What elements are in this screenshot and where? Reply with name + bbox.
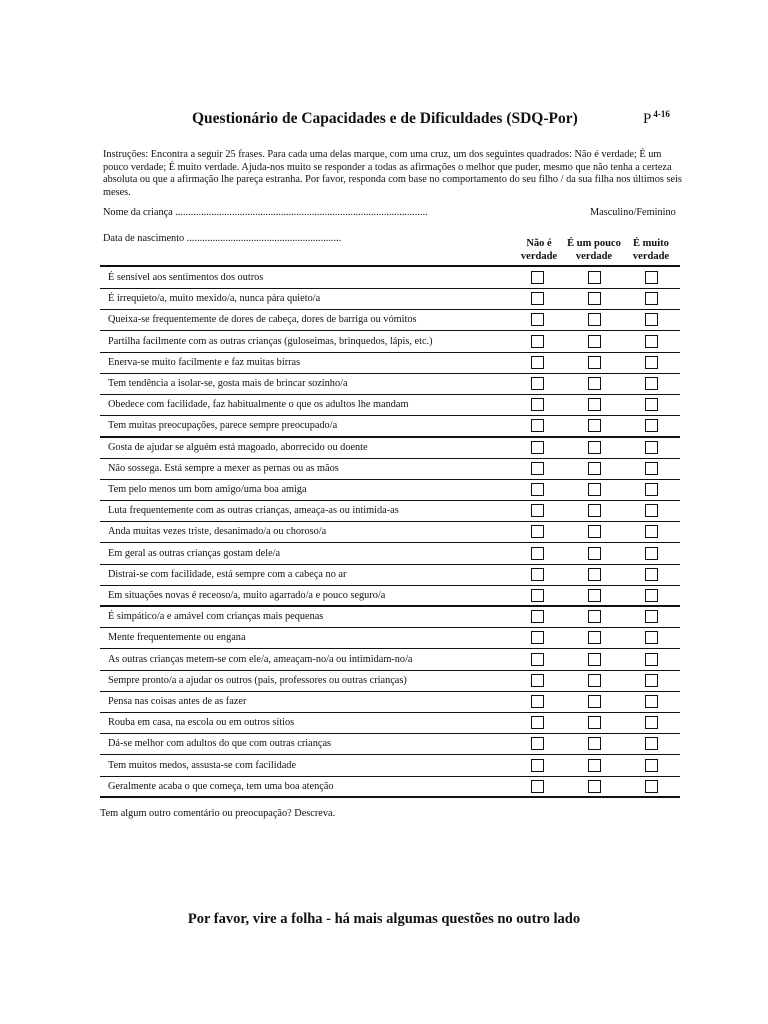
question-text: Queixa-se frequentemente de dores de cabeça, dores de barriga ou vómitos: [108, 314, 417, 326]
question-text: Tem muitos medos, assusta-se com facilidade: [108, 759, 297, 771]
checkbox-not-true[interactable]: [531, 589, 544, 602]
question-text: Obedece com facilidade, faz habitualmente o que os adultos lhe mandam: [108, 399, 409, 411]
checkbox-not-true[interactable]: [531, 377, 544, 390]
checkbox-not-true[interactable]: [531, 631, 544, 644]
checkbox-certainly-true[interactable]: [645, 398, 658, 411]
question-text: As outras crianças metem-se com ele/a, ameaçam-no/a ou intimidam-no/a: [108, 653, 413, 665]
checkbox-somewhat-true[interactable]: [588, 716, 601, 729]
checkbox-not-true[interactable]: [531, 525, 544, 538]
checkbox-not-true[interactable]: [531, 504, 544, 517]
checkbox-somewhat-true[interactable]: [588, 398, 601, 411]
checkbox-certainly-true[interactable]: [645, 356, 658, 369]
checkbox-certainly-true[interactable]: [645, 568, 658, 581]
question-row: [100, 606, 680, 628]
checkbox-certainly-true[interactable]: [645, 737, 658, 750]
checkbox-not-true[interactable]: [531, 398, 544, 411]
checkbox-somewhat-true[interactable]: [588, 780, 601, 793]
question-row: [100, 776, 680, 798]
question-text: Dá-se melhor com adultos do que com outras crianças: [108, 738, 332, 750]
question-row: [100, 755, 680, 777]
checkbox-not-true[interactable]: [531, 313, 544, 326]
checkbox-certainly-true[interactable]: [645, 674, 658, 687]
checkbox-not-true[interactable]: [531, 441, 544, 454]
checkbox-somewhat-true[interactable]: [588, 737, 601, 750]
checkbox-not-true[interactable]: [531, 568, 544, 581]
question-row: [100, 458, 680, 480]
turn-page-note: Por favor, vire a folha - há mais algumas questões no outro lado: [187, 911, 581, 927]
question-text: Em geral as outras crianças gostam dele/a: [108, 547, 281, 559]
question-text: Geralmente acaba o que começa, tem uma boa atenção: [108, 780, 334, 792]
form-code: [643, 109, 670, 128]
checkbox-somewhat-true[interactable]: [588, 610, 601, 623]
question-row: [100, 712, 680, 734]
checkbox-not-true[interactable]: [531, 547, 544, 560]
question-text: Mente frequentemente ou engana: [108, 632, 246, 644]
question-text: Gosta de ajudar se alguém está magoado, aborrecido ou doente: [108, 441, 368, 453]
question-row: [100, 585, 680, 607]
checkbox-somewhat-true[interactable]: [588, 441, 601, 454]
question-row: [100, 352, 680, 374]
checkbox-not-true[interactable]: [531, 292, 544, 305]
column-header-certainly-true: É muito verdade: [632, 238, 670, 262]
question-row: [100, 691, 680, 713]
question-text: Pensa nas coisas antes de as fazer: [108, 696, 247, 707]
question-row: [100, 543, 680, 565]
checkbox-somewhat-true[interactable]: [588, 631, 601, 644]
checkbox-not-true[interactable]: [531, 610, 544, 623]
checkbox-certainly-true[interactable]: [645, 271, 658, 284]
checkbox-certainly-true[interactable]: [645, 292, 658, 305]
question-text: Anda muitas vezes triste, desanimado/a ou choroso/a: [108, 526, 327, 538]
checkbox-certainly-true[interactable]: [645, 547, 658, 560]
checkbox-somewhat-true[interactable]: [588, 335, 601, 348]
checkbox-somewhat-true[interactable]: [588, 419, 601, 432]
question-text: Tem tendência a isolar-se, gosta mais de brincar sozinho/a: [108, 378, 348, 389]
checkbox-somewhat-true[interactable]: [588, 462, 601, 475]
column-header-somewhat-true: É um pouco verdade: [567, 238, 621, 262]
question-row: [100, 500, 680, 522]
form-letter: P: [643, 111, 652, 127]
checkbox-somewhat-true[interactable]: [588, 292, 601, 305]
checkbox-somewhat-true[interactable]: [588, 695, 601, 708]
checkbox-not-true[interactable]: [531, 674, 544, 687]
checkbox-not-true[interactable]: [531, 695, 544, 708]
question-row: [100, 331, 680, 353]
section-divider: [100, 796, 680, 798]
checkbox-not-true[interactable]: [531, 780, 544, 793]
question-text: Sempre pronto/a a ajudar os outros (pais, professores ou outras crianças): [108, 674, 407, 686]
checkbox-not-true[interactable]: [531, 653, 544, 666]
checkbox-certainly-true[interactable]: [645, 610, 658, 623]
instructions-text: Instruções: Encontra a seguir 25 frases. Para cada uma delas marque, com uma cruz, um dos seguintes quadrados: Não é verdade; É um pouco verdade; É muito verdade. Ajuda-nos muito se responder a todas as afirmações o melhor que puder, mesmo que não tenha a certeza absoluta ou que a afirmação lhe pareça estranha. Por favor, responda com base no comportamento do seu filho / da sua filha nos últimos seis meses.: [103, 149, 682, 198]
checkbox-somewhat-true[interactable]: [588, 271, 601, 284]
question-row: [100, 564, 680, 586]
checkbox-not-true[interactable]: [531, 759, 544, 772]
question-text: Tem pelo menos um bom amigo/uma boa amiga: [108, 484, 307, 495]
checkbox-certainly-true[interactable]: [645, 780, 658, 793]
checkbox-somewhat-true[interactable]: [588, 589, 601, 602]
checkbox-certainly-true[interactable]: [645, 716, 658, 729]
checkbox-somewhat-true[interactable]: [588, 525, 601, 538]
question-row: [100, 670, 680, 692]
checkbox-certainly-true[interactable]: [645, 525, 658, 538]
checkbox-somewhat-true[interactable]: [588, 377, 601, 390]
checkbox-somewhat-true[interactable]: [588, 674, 601, 687]
checkbox-not-true[interactable]: [531, 356, 544, 369]
question-text: Não sossega. Está sempre a mexer as pernas ou as mãos: [108, 462, 339, 474]
checkbox-not-true[interactable]: [531, 483, 544, 496]
checkbox-somewhat-true[interactable]: [588, 356, 601, 369]
checkbox-certainly-true[interactable]: [645, 313, 658, 326]
checkbox-somewhat-true[interactable]: [588, 483, 601, 496]
question-row: [100, 649, 680, 671]
question-row: [100, 267, 680, 289]
checkbox-certainly-true[interactable]: [645, 335, 658, 348]
question-row: [100, 479, 680, 501]
question-text: Luta frequentemente com as outras crianças, ameaça-as ou intimida-as: [108, 505, 399, 517]
question-row: [100, 733, 680, 755]
checkbox-certainly-true[interactable]: [645, 504, 658, 517]
checkbox-somewhat-true[interactable]: [588, 568, 601, 581]
comment-prompt: Tem algum outro comentário ou preocupação? Descreva.: [100, 808, 336, 819]
gender-field[interactable]: Masculino/Feminino: [590, 207, 676, 218]
checkbox-certainly-true[interactable]: [645, 441, 658, 454]
checkbox-not-true[interactable]: [531, 335, 544, 348]
checkbox-somewhat-true[interactable]: [588, 759, 601, 772]
checkbox-certainly-true[interactable]: [645, 653, 658, 666]
checkbox-certainly-true[interactable]: [645, 695, 658, 708]
age-range: 4-16: [653, 109, 670, 119]
question-text: É simpático/a e amável com crianças mais pequenas: [108, 611, 324, 623]
question-text: Tem muitas preocupações, parece sempre preocupado/a: [108, 420, 338, 432]
question-text: É irrequieto/a, muito mexido/a, nunca pára quieto/a: [108, 293, 321, 305]
question-row: [100, 288, 680, 310]
checkbox-certainly-true[interactable]: [645, 419, 658, 432]
checkbox-somewhat-true[interactable]: [588, 313, 601, 326]
question-row: [100, 394, 680, 416]
birth-date-field[interactable]: Data de nascimento ............................................................: [103, 233, 342, 244]
question-row: [100, 627, 680, 649]
page-title: Questionário de Capacidades e de Dificuldades (SDQ-Por): [192, 110, 578, 127]
checkbox-not-true[interactable]: [531, 716, 544, 729]
checkbox-not-true[interactable]: [531, 462, 544, 475]
checkbox-certainly-true[interactable]: [645, 462, 658, 475]
checkbox-certainly-true[interactable]: [645, 589, 658, 602]
question-row: [100, 437, 680, 459]
question-text: Enerva-se muito facilmente e faz muitas birras: [108, 356, 301, 368]
checkbox-somewhat-true[interactable]: [588, 547, 601, 560]
checkbox-not-true[interactable]: [531, 419, 544, 432]
question-row: [100, 373, 680, 395]
question-text: Rouba em casa, na escola ou em outros sítios: [108, 717, 295, 729]
child-name-field[interactable]: Nome da criança ..................................................................................................: [103, 207, 428, 218]
question-text: Distrai-se com facilidade, está sempre com a cabeça no ar: [108, 568, 347, 580]
checkbox-certainly-true[interactable]: [645, 377, 658, 390]
question-text: Partilha facilmente com as outras crianças (guloseimas, brinquedos, lápis, etc.): [108, 335, 433, 347]
checkbox-certainly-true[interactable]: [645, 631, 658, 644]
checkbox-certainly-true[interactable]: [645, 483, 658, 496]
column-header-not-true: Não é verdade: [520, 238, 558, 262]
question-row: [100, 309, 680, 331]
checkbox-somewhat-true[interactable]: [588, 653, 601, 666]
checkbox-not-true[interactable]: [531, 271, 544, 284]
checkbox-certainly-true[interactable]: [645, 759, 658, 772]
question-text: Em situações novas é receoso/a, muito agarrado/a e pouco seguro/a: [108, 590, 386, 601]
question-text: É sensível aos sentimentos dos outros: [108, 272, 264, 283]
checkbox-somewhat-true[interactable]: [588, 504, 601, 517]
checkbox-not-true[interactable]: [531, 737, 544, 750]
question-row: [100, 415, 680, 437]
question-row: [100, 521, 680, 543]
